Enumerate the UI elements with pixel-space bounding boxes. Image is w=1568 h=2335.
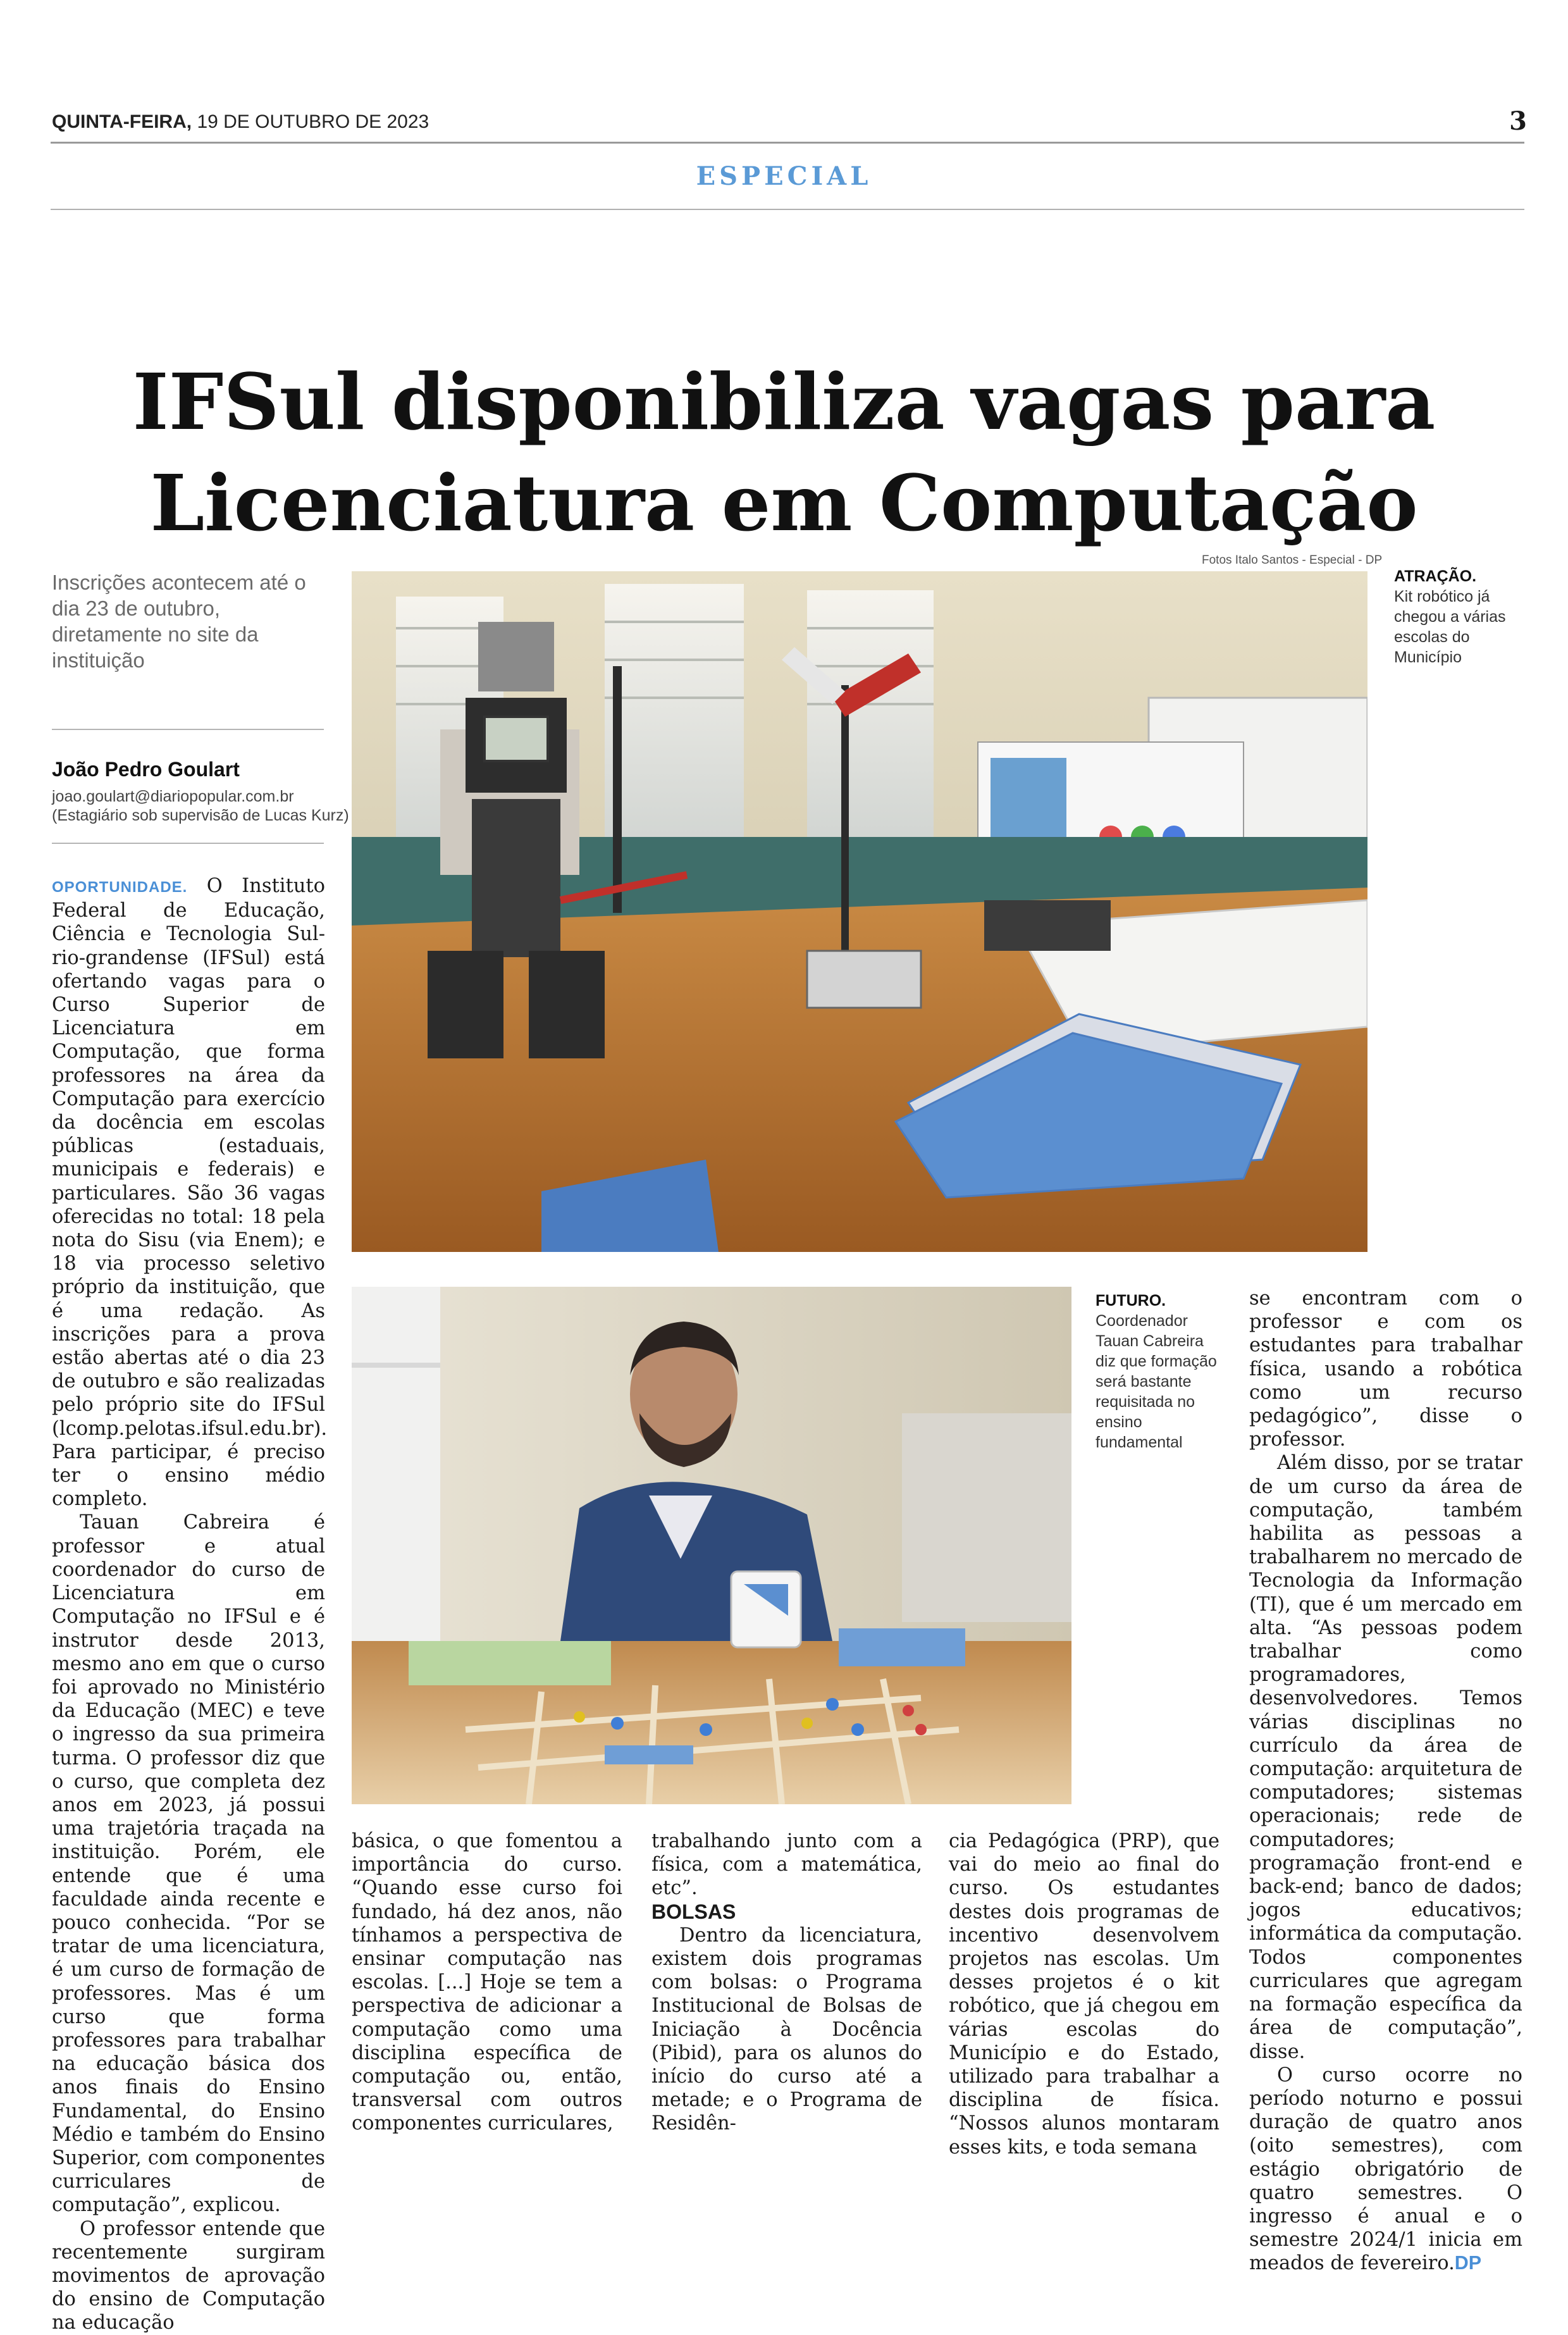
article-p6-text: O curso ocorre no período noturno e possui duração de quatro anos (oito semestres), com estágio obrigatório de quatro semestres. O ingresso é anual e o semestre 2024/1 inicia em meados de fevereiro. — [1249, 2064, 1522, 2275]
article-paragraph-5: Além disso, por se tratar de um curso da área de computação, também habilita as pessoas a trabalharem no mercado de Tecnologia da Informação (TI), que é um mercado em alta. “As pessoas podem trabalhar como programadores, desenvolvedores. Temos várias disciplinas no currículo da área de computação: arquitetura de computadores; sistemas operacionais; rede de computadores; programação front-end e back-end; banco de dados; jogos educativos; informática da computação. Todos componentes curriculares que agregam na formação específica da área de computação”, disse. — [1249, 1452, 1522, 2063]
photo-caption-1 — [1394, 566, 1527, 667]
author-name: João Pedro Goulart — [52, 758, 240, 781]
article-column-4 — [949, 1830, 1219, 2159]
section-label: ESPECIAL — [696, 161, 872, 191]
article-paragraph-3c: trabalhando junto com a física, com a matemática, etc”. — [651, 1830, 922, 1900]
robot-kit-photo — [352, 571, 1367, 1252]
author-email: joao.goulart@diariopopular.com.br — [52, 788, 294, 805]
article-paragraph-4a: Dentro da licenciatura, existem dois programas com bolsas: o Programa Institucional de Bolsas de Iniciação à Docência (Pibid), para os alunos do início do curso até a metade; e o Programa de Residên- — [651, 1924, 922, 2135]
page-number: 3 — [1509, 106, 1527, 136]
article-p1-text: O Instituto Federal de Educação, Ciência e Tecnologia Sul-rio-grandense (IFSul) está ofertando vagas para o Curso Superior de Licenciatura em Computação, que forma professores na área da Computação para exercício da docência em escolas públicas (estaduais, municipais e federais) e particulares. São 36 vagas oferecidas no total: 18 pela nota do Sisu (via Enem); e 18 via processo seletivo próprio da instituição, que é uma redação. As inscrições para a prova estão abertas até o dia 23 de outubro e são realizadas pelo próprio site do IFSul (lcomp.pelotas.ifsul.edu.br). Para participar, é preciso ter o ensino médio completo. — [52, 875, 328, 1511]
section-rule — [51, 209, 1524, 210]
end-mark: DP — [1454, 2252, 1482, 2274]
article-kicker: OPORTUNIDADE. — [52, 879, 188, 896]
caption-2-text: Coordenador Tauan Cabreira diz que formação será bastante requisitada no ensino fundamental — [1096, 1312, 1217, 1451]
subhead-bolsas: BOLSAS — [651, 1900, 736, 1923]
rail-divider-2 — [52, 843, 324, 844]
article-paragraph-1 — [52, 874, 328, 1511]
caption-1-text: Kit robótico já chegou a várias escolas do Município — [1394, 588, 1506, 666]
subtitle: Inscrições acontecem até o dia 23 de outubro, diretamente no site da instituição — [52, 571, 306, 672]
dateline-date: 19 DE OUTUBRO DE 2023 — [197, 111, 429, 132]
header-rule — [51, 142, 1524, 144]
author-note: (Estagiário sob supervisão de Lucas Kurz) — [52, 807, 349, 824]
rail-divider — [52, 729, 324, 730]
article-column-5 — [1249, 1287, 1522, 2276]
article-paragraph-3b: básica, o que fomentou a importância do curso. “Quando esse curso foi fundado, há dez anos, não tínhamos a perspectiva de ensinar computação nas escolas. [...] Hoje se tem a perspectiva de adicionar a computação como uma disciplina específica de computação ou, então, transversal com outros componentes curriculares, — [352, 1830, 622, 2135]
photo-caption-2 — [1096, 1291, 1222, 1452]
dateline-day: QUINTA-FEIRA, — [52, 111, 192, 132]
caption-1-title: ATRAÇÃO. — [1394, 567, 1477, 585]
article-column-1 — [52, 874, 328, 2335]
article-paragraph-3a: O professor entende que recentemente surgiram movimentos de aprovação do ensino de Computação na educação — [52, 2217, 325, 2334]
dateline — [52, 111, 429, 133]
article-column-2 — [352, 1830, 622, 2136]
article-column-3 — [651, 1830, 922, 2136]
headline-line-1: IFSul disponibiliza vagas para — [132, 356, 1436, 447]
headline — [0, 351, 1568, 554]
article-paragraph-2: Tauan Cabreira é professor e atual coordenador do curso de Licenciatura em Computação no IFSul e é instrutor desde 2013, mesmo ano em que o curso foi aprovado no Ministério da Educação (MEC) e teve o ingresso da sua primeira turma. O professor diz que o curso, que completa dez anos em 2023, já possui uma trajetória traçada na instituição. Porém, ele entende que é uma faculdade ainda recente e pouco conhecida. “Por se tratar de uma licenciatura, é um curso de formação de professores. Mas é um curso que forma professores para trabalhar na educação básica dos anos finais do Ensino Fundamental, do Ensino Médio e também do Ensino Superior, com componentes curriculares de computação”, explicou. — [52, 1511, 325, 2217]
caption-2-title: FUTURO. — [1096, 1292, 1166, 1310]
article-paragraph-6 — [1249, 2064, 1522, 2276]
article-paragraph-4c: se encontram com o professor e com os estudantes para trabalhar física, usando a robótica como um recurso pedagógico”, disse o professor. — [1249, 1287, 1522, 1451]
coordinator-photo — [352, 1287, 1071, 1804]
photo-credit: Fotos Italo Santos - Especial - DP — [1202, 554, 1383, 567]
article-paragraph-4b: cia Pedagógica (PRP), que vai do meio ao final do curso. Os estudantes destes dois programas de incentivo desenvolvem projetos nas escolas. Um desses projetos é o kit robótico, que já chegou em várias escolas do Município e do Estado, utilizado para trabalhar a disciplina de física. “Nossos alunos montaram esses kits, e toda semana — [949, 1830, 1219, 2158]
headline-line-2: Licenciatura em Computação — [150, 457, 1418, 548]
